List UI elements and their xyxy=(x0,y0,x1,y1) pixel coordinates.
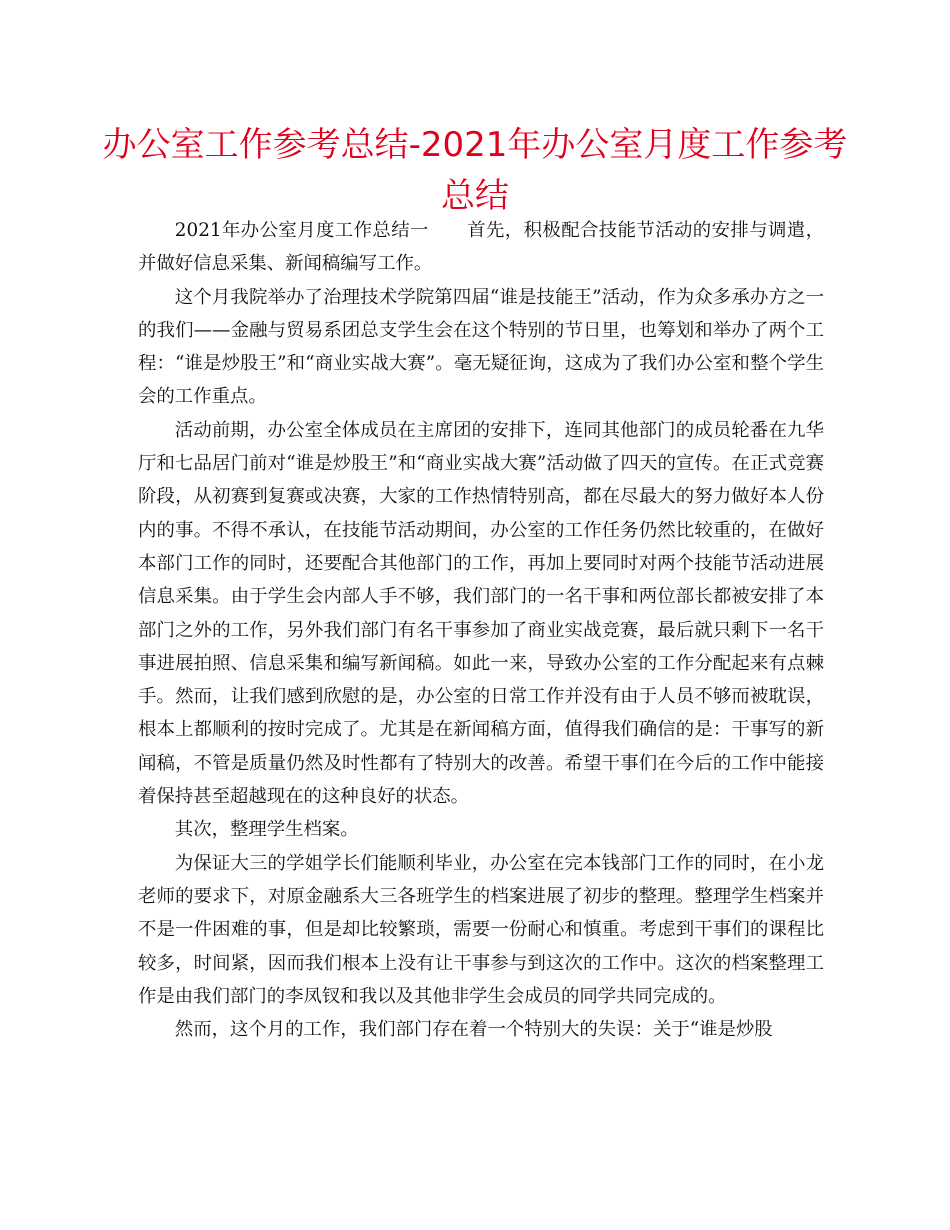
paragraph: 为保证大三的学姐学长们能顺利毕业，办公室在完本钱部门工作的同时，在小龙老师的要求下，对原金融系大三各班学生的档案进展了初步的整理。整理学生档案并不是一件困难的事，但是却比较繁琐，需要一份耐心和慎重。考虑到干事们的课程比较多，时间紧，因而我们根本上没有让干事参与到这次的工作中。这次的档案整理工作是由我们部门的李凤钗和我以及其他非学生会成员的同学共同完成的。 xyxy=(138,852,824,1007)
paragraph: 这个月我院举办了治理技术学院第四届“谁是技能王”活动，作为众多承办方之一的我们——金融与贸易系团总支学生会在这个特别的节日里，也筹划和举办了两个工程：“谁是炒股王”和“商业实战大赛”。毫无疑征询，这成为了我们办公室和整个学生会的工作重点。 xyxy=(138,286,824,408)
document-body xyxy=(138,214,824,1046)
paragraph-text: 首先，积极配合技能节活动的安排与调遣，并做好信息采集、新闻稿编写工作。 xyxy=(138,220,824,275)
paragraph: 其次，整理学生档案。 xyxy=(174,819,359,841)
intro-label: 2021年办公室月度工作总结一 xyxy=(174,220,429,241)
paragraph: 然而，这个月的工作，我们部门存在着一个特别大的失误：关于“谁是炒股 xyxy=(174,1019,773,1041)
paragraph: 活动前期，办公室全体成员在主席团的安排下，连同其他部门的成员轮番在九华厅和七品居门前对“谁是炒股王”和“商业实战大赛”活动做了四天的宣传。在正式竞赛阶段，从初赛到复赛或决赛，大家的工作热情特别高，都在尽最大的努力做好本人份内的事。不得不承认，在技能节活动期间，办公室的工作任务仍然比较重的，在做好本部门工作的同时，还要配合其他部门的工作，再加上要同时对两个技能节活动进展信息采集。由于学生会内部人手不够，我们部门的一名干事和两位部长都被安排了本部门之外的工作，另外我们部门有名干事参加了商业实战竞赛，最后就只剩下一名干事进展拍照、信息采集和编写新闻稿。如此一来，导致办公室的工作分配起来有点棘手。然而，让我们感到欣慰的是，办公室的日常工作并没有由于人员不够而被耽误，根本上都顺利的按时完成了。尤其是在新闻稿方面，值得我们确信的是：干事写的新闻稿，不管是质量仍然及时性都有了特别大的改善。希望干事们在今后的工作中能接着保持甚至超越现在的这种良好的状态。 xyxy=(138,419,824,808)
document-title: 办公室工作参考总结-2021年办公室月度工作参考总结 xyxy=(102,125,848,216)
paragraph-intro xyxy=(138,214,824,281)
